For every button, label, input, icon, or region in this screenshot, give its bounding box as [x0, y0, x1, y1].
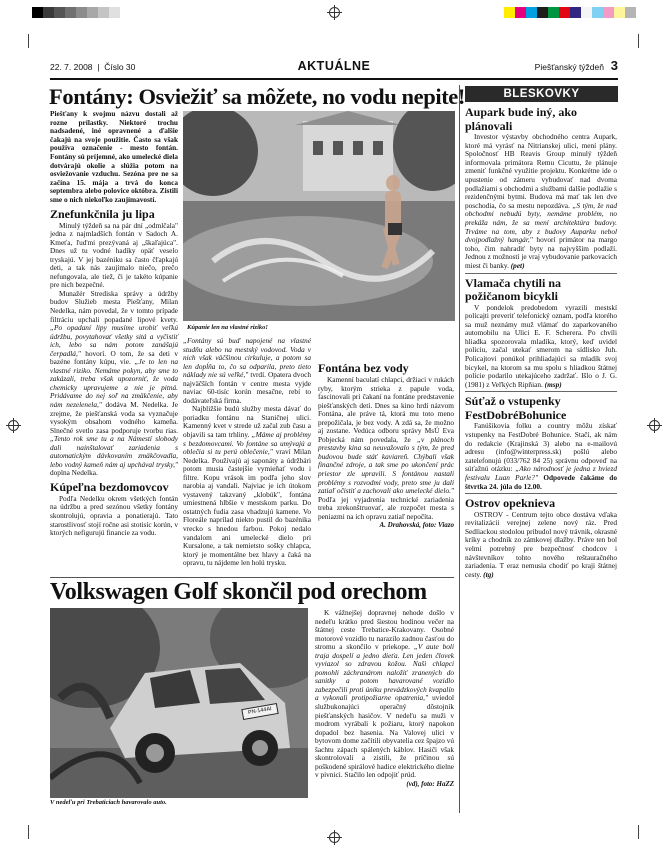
registration-mark-right: [649, 420, 660, 431]
page-number: 3: [610, 58, 618, 73]
subheading: Znefunkčnila ju lipa: [50, 206, 155, 221]
sidebar-item: [465, 106, 617, 271]
article-column-3: [318, 309, 454, 529]
article-column-1: [50, 110, 178, 538]
sidebar-item: [465, 497, 617, 579]
article-column-2: [183, 337, 311, 568]
subheading: Fontána bez vody: [318, 361, 409, 375]
page-header: [50, 58, 618, 76]
crop-mark: [638, 825, 639, 839]
sidebar-item-text: Investor výstavby obchodného centra Aupark, ktoré má vyrásť na Nitrianskej ulici, mení plány. Spoločnosť HB Reavis Group minulý týždeň informovala primátora Remu Cicuttu, že plánuje zmeniť funkčné využitie projektu. Konkrétne ide o upustenie od zámeru vybudovať nad dvoma podlažiami s obchodmi a službami dalšie podlažie s rezidenčnými bytmi. Budova má mať tak len dve poschodia, čo sa mestu nepozdáva. „S tým, že nad obchodmi nebudú byty, nemáme problém, no prekáža nám, že sa mení architektúra budovy. Trváme na tom, aby z budovy Auparku nebol dvojpodlažný hangár," hovorí primátor na margo toho, čim nahradiť byty na najvyšším podlaží. Jednou z možností je vraj vybudovanie parkovacích miest či banky. (pet): [465, 132, 617, 270]
sidebar-item-heading: Súťaž o vstupenky FestDobréBohunice: [465, 394, 567, 422]
color-bar-right: [504, 7, 636, 18]
photo-caption: Kúpanie len na vlastné riziko!: [187, 324, 268, 331]
crop-mark: [28, 34, 29, 48]
car-crash-photo: [50, 608, 308, 798]
license-plate: PN·144AI: [241, 703, 278, 720]
paragraph: „Fontány sú buď napojené na vlastné studňu alebo na mestský vodovod. Voda v nich však väčšinou cirkuluje, a potom sa len dopĺňa to, čo sa odparila, preto tieto náklady nie sú veľké," tvrdí. Opatera dvoch najväčších fontán v centre mesta vyjde naviac 60-tisíc korún mesačne, rebí to dodávateľská firma.: [183, 336, 311, 405]
fountain-photo: [183, 111, 455, 321]
sidebar-item: [465, 395, 617, 491]
registration-mark-top: [329, 7, 340, 18]
sidebar-divider: [465, 273, 617, 274]
paragraph: Minulý týždeň sa na pár dní „odmlčala" jedna z najmladších fontán v Sadoch A. Kmeťa, ľuďmi prezývaná aj „škaľajúca". Dnes už tu vodné hadíky opäť veselo tryskajú. V jej bazéniku sa často čľapkajú deti, a tak nás zaujímalo niečo, prečo nefungovala, ale tiež, či je takéto kúpanie pre nich bezpečné.: [50, 220, 178, 290]
date-issue: 22. 7. 2008 | Číslo 30: [50, 62, 136, 72]
article-byline: (vd), foto: HaZZ: [406, 779, 454, 788]
sidebar-item-text: OSTROV - Centrum tejto obce dostáva vďaka revitalizácii verejnej zelene nový ráz. Pred Sedliackou stodolou pribudol nový trávnik, okrasné kríky a chodník zo zámkovej dlažby. Práve ten bol velmi potrebný pre bezpečnosť chodcov i návštevníkov tohto nového reštauračného zariadenia. T eraz nemusia chodiť po kraji štátnej cesty. (tg): [465, 509, 617, 579]
paragraph: Najbližšie budú služby mesta dávať do poriadku fontánu na Staničnej ulici. Kamenný kvet v strede už začal zub času a objavili sa tam trhliny. „Máme aj problémy s bezdomovcami. Vo fontáne sa umývajú a oblečia si tu perú oblečenie," vraví Milan Nedelka. Používajú aj saponáty a údržbári potom musia častejšie vymieňať vodu i filtre. Kopu vrások im podľa jeho slov narobia aj vandali. Najviac je ich útokom vystavený takzvaný „klobúk", fontána umiestnená hlbšie v mestskom parku. Do ostatných fudia zasa vhadzujú kamene. Vo Floreále naprílad niekto pustil do bazénika vrecko s hnedou farbou. Pokoj nedalo vandalom ani umelecké dielo pri Kursalone, a tak nemietsto sošky chlapca, ktorý je momentálne bez hlavy a čaká na opravu, tu nájdeme len holú trysku.: [183, 404, 312, 568]
paragraph: [318, 309, 454, 359]
header-rule: [50, 78, 618, 80]
sidebar-column: [465, 106, 617, 579]
registration-mark-bottom: [329, 832, 340, 843]
paragraph: Munažér Strediska správy a údržby budov Služieb mesta Piešťany, Milan Nedelka, nám povedal, že v tomto prípade filtráciu upchali popadané lipové kvety. „Po opadaní lipy musíme urobiť veľkú údržbu, povytahovať všetky sitá a vyčistiť ich, lebo sa nám potom zanášajú čerpadlá," hovorí. O tom, že sa deti v bazéne fontány kúpu, vie. „Je to len na vlastné riziko. Nemáme pokyn, aby sme to zakázali, treba však upozorniť, že voda chemicky upravujeme a nie je pitná. Pridávame do nej soľ na zmäkčenie, aby nám nezelenela," dodáva M. Nedelka. Je zrejme, že piešťanská voda sa vyznačuje vysokým obsahom vodného kameňa. Slnečné svetlo zasa podporuje tvorbu rias. „Tento rok sme tu a na Námestí slobody dali nainštalovať zariadenia s automatickým dávkovaním zmäkčovadla, lebo vodný kameň nám aj upchával trysky," doplna Nedelka.: [50, 288, 179, 478]
fountain-photo-illustration: [183, 111, 455, 321]
sidebar-item-heading: Ostrov opeknieva: [465, 496, 556, 511]
sidebar-item-heading: Vlamača chytili na požičanom bicykli: [465, 275, 561, 303]
sidebar-item: [465, 277, 617, 390]
paragraph: K vážnejšej dopravnej nehode došlo v nedeľu krátko pred šiestou hodinou večer na štátnej ceste Trebatice-Krakovany. Osobné motorové vozidlo tu narazilo zadnou časťou do stromu a skončilo v priekope. „V aute boli traja dospelí a jedno dieťa. Len jeden človek vyviazol so zdravou kožou. Naši chlapci pomohli záchranárom naložiť zranených do sanitky a potom havarované vozidlo zabezpečili proti úniku prevádzkových kvapalín a vykonali protipožiarne opatrenia," uviedol službukonajúci operačný dôstojník piešťanských hasičov. V nedeľu sa muži v modrom vyrábali k požiaru, ktorý napokon dopadol bez hasenia. Na Valovej ulici v bytovom dome začítili obyvatelia cez špajzo vú šachtu zápach spálených káblov. Hasiči však skontrolovali a zistili, že príčinou sú poškodené spirálové hadice elektrického dielne v pivnici. Stačilo len odpojiť prúd.: [315, 608, 455, 780]
sidebar-divider: [465, 493, 617, 494]
sidebar-title: BLESKOVKY: [465, 86, 618, 102]
section-title: AKTUÁLNE: [297, 59, 371, 73]
article-headline: Fontány: Osviežiť sa môžete, no vodu nepite!: [49, 84, 465, 109]
sidebar-item-text: Fanúšikovia folku a country môžu získať vstupenky na FestDobré Bohunice. Stačí, ak nám do redakcie (Krajinská 3) alebo na e-mailovú adresu (info@winterpress.sk) pošlú alebo zatelefonujú (033/762 84 25) správnu odpoveď na súťažnú otázku: „Ako národnosť je jedna z hviezd festivalu Luan Parle?" Odpovede čakáme do štvrtka 24. júla do 12.00.: [465, 421, 618, 491]
article-lead: Piešťany k svojmu názvu dostali až rozne prílastky. Niektoré trochu nadsadené, iné opravnené a ďalšie čakajú na svoje použitie. Často sa však používa označenie - mesto fontán. Fontány sú príjemné, ako umelecké diela dotvárajú okolie a slúžia potom na osviežovanie vzduchu. Sezóna pre ne sa začína 15. mája a trvá do konca septembra alebo polovice októbra. Zistili sme o nich niekoľko zaujímavostí.: [50, 109, 178, 204]
paragraph: Podľa Nedelku okrem všetkých fontán na údržbu a pred sezónou všetky fontány skontrolujú, opravia a ponatierajú. Tato starostlivosť stojí ročne asi stotisíc korún, v ktorých nefigurujú financie za vodu.: [50, 493, 178, 538]
article-divider: [50, 577, 454, 578]
paper-name: Piešťanský týždeň: [534, 62, 604, 72]
photo-caption: V nedeľu pri Trebaticiach havarovalo auto.: [50, 799, 167, 806]
registration-mark-left: [8, 420, 19, 431]
sidebar-item-text: V pondelok predobedom vyrazili mestskí policajti preveriť telefonický oznam, podľa ktorého sa muž neznámy muž vlámať do zaparkovaného automobilu na Ulici E. F. Scherera. Po chvíli hliadka spozorovala mladíka, ktorý, keď uvidel policiu, začal utekať smerom na sídlisko Juh. Policajtovi ponúkol prihliadajúci sa mladík svoj bicykel, na ktorom sa mu spolu s hliadkou štátnej polície podarilo utekajúceho zadržať. Išlo o J. G. (1981) z Veľkých Ripňian. (msp): [465, 302, 617, 389]
sidebar-item-heading: Aupark bude iný, ako plánovali: [465, 105, 578, 133]
car-crash-illustration: [50, 608, 308, 798]
subheading: Kúpeľna bezdomovcov: [50, 479, 169, 494]
crop-mark: [28, 825, 29, 839]
article-headline: Volkswagen Golf skončil pod orechom: [50, 579, 427, 605]
article-byline: A. Drahovská, foto: Viazo: [379, 521, 454, 530]
sidebar-divider: [465, 391, 617, 392]
color-bar-left: [32, 7, 120, 18]
crop-mark: [638, 34, 639, 48]
article-column-4: [315, 609, 454, 788]
paragraph: Kamenní baculatí chlapci, držiaci v rukách ryby, ktorým strieka z papule voda, fascinovali pri čakaní na fontáne predstavenie piešťanských detí. Dnes sa kino hrdí názvom Fontána, ale práve tá, ktorá mu toto meno prepožičala, je bez vody. A zdá sa, že možno aj zostane. Vedúca odboru správy MsÚ Eva Pobjecká nám povedala, že „v plánoch prestavby kina sa neuvažovalo s tým, že pred budovou bude stáť kaviareň. Chýbali však finančné zdroje, a tak sme po ukončení prác priestor zle upravili. S fontánou nastali problémy s rozvodmi vody, preto sme ju dali zatiaľ očistiť a zachovali ako umelecké dielo." Podľa jej vyjadrenia technické zariadenia treba zrekonštruovať, ale rozpočet mesta s peniazmi na ich opravu zatiaľ nepočíta.: [318, 375, 454, 521]
